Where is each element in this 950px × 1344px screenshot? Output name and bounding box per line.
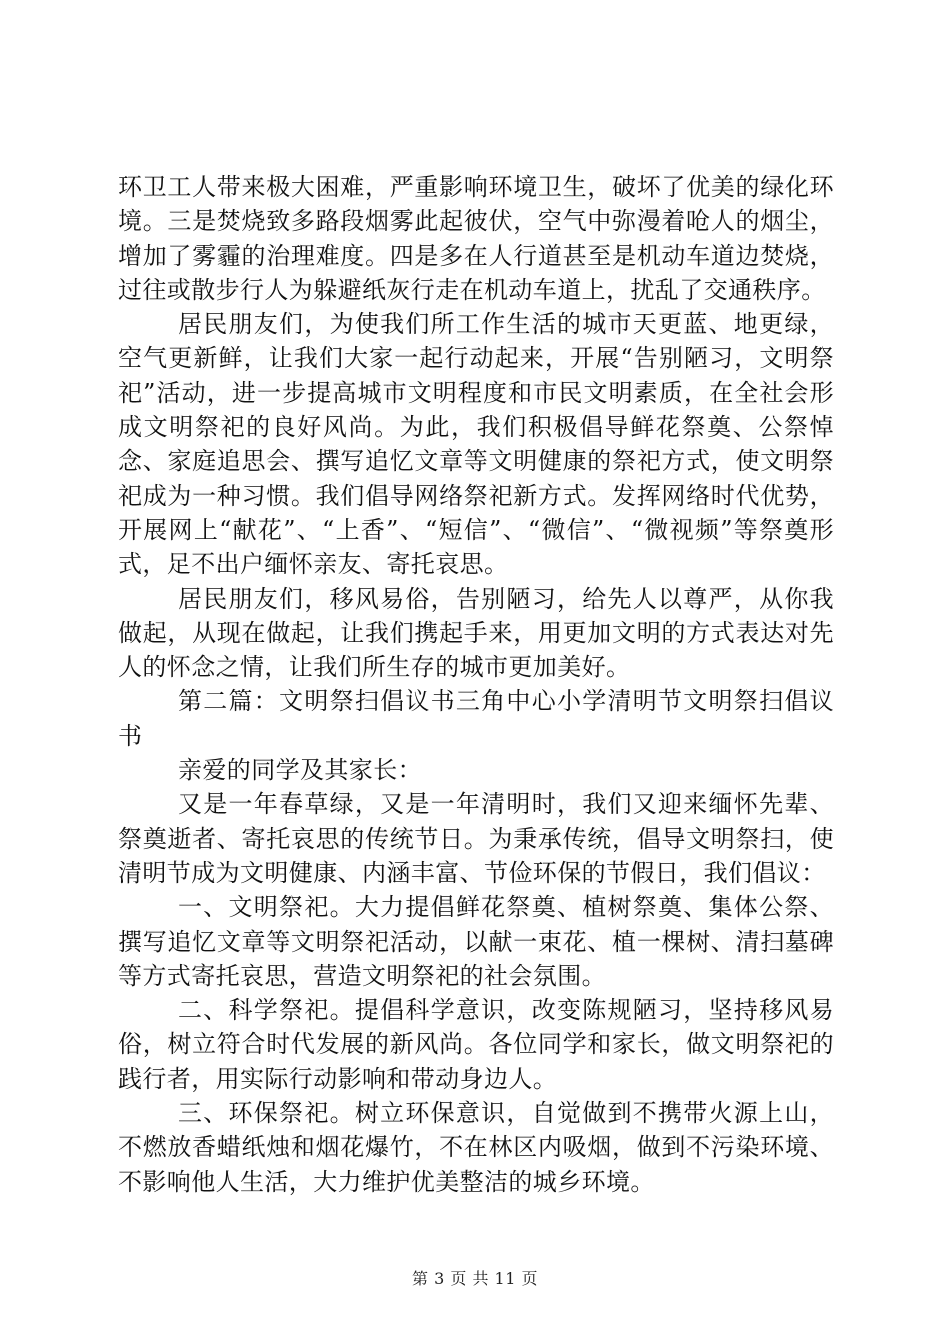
paragraph-intro: 又是一年春草绿，又是一年清明时，我们又迎来缅怀先辈、祭奠逝者、寄托哀思的传统节日。为秉承传统，倡导文明祭扫，使清明节成为文明健康、内涵丰富、节俭环保的节假日，我们倡议： (118, 790, 834, 887)
section-heading: 第二篇：文明祭扫倡议书三角中心小学清明节文明祭扫倡议书 (118, 687, 834, 750)
paragraph-appeal: 居民朋友们，为使我们所工作生活的城市天更蓝、地更绿，空气更新鲜，让我们大家一起行动起来，开展“告别陋习，文明祭祀”活动，进一步提高城市文明程度和市民文明素质，在全社会形成文明祭祀的良好风尚。为此，我们积极倡导鲜花祭奠、公祭悼念、家庭追思会、撰写追忆文章等文明健康的祭祀方式，使文明祭祀成为一种习惯。我们倡导网络祭祀新方式。发挥网络时代优势，开展网上“献花”、“上香”、“短信”、“微信”、“微视频”等祭奠形式，足不出户缅怀亲友、寄托哀思。 (118, 310, 834, 579)
paragraph-continuation: 环卫工人带来极大困难，严重影响环境卫生，破坏了优美的绿化环境。三是焚烧致多路段烟雾此起彼伏，空气中弥漫着呛人的烟尘，增加了雾霾的治理难度。四是多在人行道甚至是机动车道边焚烧，过往或散步行人为躲避纸灰行走在机动车道上，扰乱了交通秩序。 (118, 173, 834, 304)
proposal-item-2: 二、科学祭祀。提倡科学意识，改变陈规陋习，坚持移风易俗，树立符合时代发展的新风尚。各位同学和家长，做文明祭祀的践行者，用实际行动影响和带动身边人。 (118, 996, 834, 1093)
paragraph-closing: 居民朋友们，移风易俗，告别陋习，给先人以尊严，从你我做起，从现在做起，让我们携起手来，用更加文明的方式表达对先人的怀念之情，让我们所生存的城市更加美好。 (118, 584, 834, 682)
proposal-item-3: 三、环保祭祀。树立环保意识，自觉做到不携带火源上山，不燃放香蜡纸烛和烟花爆竹，不在林区内吸烟，做到不污染环境、不影响他人生活，大力维护优美整洁的城乡环境。 (118, 1099, 834, 1196)
proposal-item-1: 一、文明祭祀。大力提倡鲜花祭奠、植树祭奠、集体公祭、撰写追忆文章等文明祭祀活动，以献一束花、植一棵树、清扫墓碑等方式寄托哀思，营造文明祭祀的社会氛围。 (118, 893, 834, 990)
salutation: 亲爱的同学及其家长： (178, 756, 422, 785)
page-footer: 第 3 页 共 11 页 (412, 1269, 538, 1288)
document-body (118, 170, 834, 1199)
